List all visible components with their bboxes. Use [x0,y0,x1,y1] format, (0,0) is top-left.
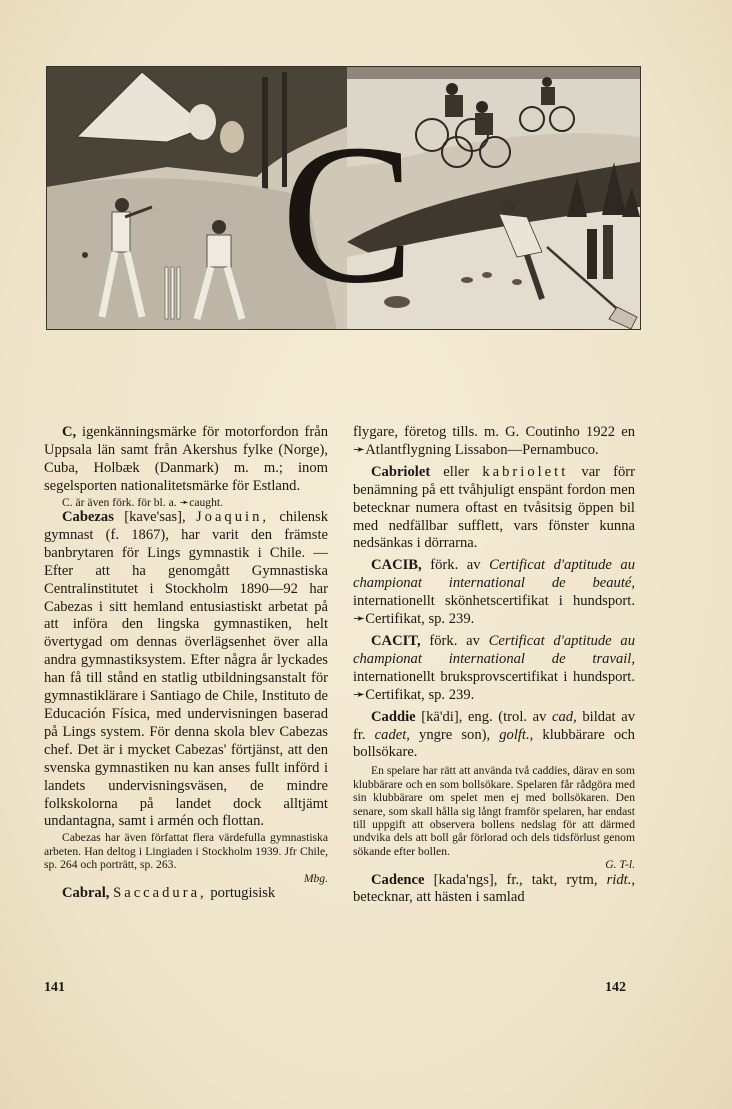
entry-c-note [44,496,328,509]
entry-cabezas-text: chilensk gymnast (f. 1867), har varit den främste banbrytaren för Lings gymnastik i Chile. — Efter att ha genomgått Gymnastiska Centralinstitutet i Stockholm 1890—92 har Cabezas i sitt hemland entusiastiskt arbetat på att införa den lingska gymnastiken, helt övertygad om dennas överlägsenhet över alla andra gymnastiksystem. Efter några år lyckades han få till stånd en statlig utbildningsanstalt för gymnastiklärare i Santiago de Chile, Instituto de Educación Física, med undervisningen baserad på Lings system. För denna skola blev Cabezas chef. Det är i mycket Cabezas' förtjänst, att den svenska gymnastiken nu kan anses fullt införd i landets undervisningsväsen, de mindre folkskolorna på landet dock alltjämt undantagna, samt i armén och flottan. [44,509,329,830]
headword-caddie: Caddie [371,708,416,725]
entry-c [44,424,328,496]
entry-cabezas-note [44,831,328,885]
caddie-yngre: yngre son), [419,726,491,743]
entry-cacit [353,633,635,705]
headword-cabezas: Cabezas [62,509,114,526]
entry-caddie-note-text: En spelare har rätt att använda två caddies, därav en som klubbärare och en som bollsökare. Spelaren får rådgöra med sin klubbärare om spelet men ej med bollsökaren. Den senare, som skall hålla sig långt framför spelaren, har endast till uppgift att observera bollens nedslag för att därmed undvika dels att boll går förlorad och dels tidsförlust genom sökande efter bollen. [353,764,635,858]
headword-cabral: Cabral, [62,884,110,901]
entry-c-note-text: C. är även förk. för bl. a. ➛caught. [62,495,224,509]
entry-cabral [44,885,328,903]
entry-c-text: igenkänningsmärke för motorfordon från Uppsala län samt från Akershus fylke (Norge), Cuba, Holbæk (Danmark) m. m.; inom segelsporten nationalitetsmärke för Estland. [44,424,328,494]
cabezas-pronunciation: [kave'sas], [124,509,186,526]
caddie-cadet: cadet, [374,726,410,743]
caddie-cad: cad, [552,708,577,725]
headword-cadence: Cadence [371,871,425,888]
page-number-right: 142 [605,980,626,995]
entry-cadence [353,872,635,908]
entry-cacib [353,557,635,629]
cacib-prefix: förk. av [430,557,481,574]
headword-c: C, [62,424,77,440]
entry-caddie-text: klubbärare och bollsökare. [353,726,635,761]
entry-cabral-text: portugisisk [210,884,276,901]
right-column [353,424,635,907]
entry-caddie [353,709,635,763]
cadence-pron: [kada'ngs], fr., takt, rytm, [433,871,598,888]
entry-cabezas-signature: Mbg. [303,871,328,885]
entry-cabriolet-text: var förr benämning på ett tvåhjuligt enspänt fordon men betecknar numera oftast en tvåsitsig öppen bil med nedfällbar sufflett, vars fönster kunna nedsänkas i dörrarna. [353,463,635,552]
entry-cabezas [44,509,328,831]
left-column [44,424,328,903]
cabriolet-eller: eller [443,463,470,480]
entry-cabezas-note-text: Cabezas har även författat flera värdefulla gymnastiska arbeten. Han deltog i Lingiaden i Stockholm 1939. Jfr Chile, sp. 264 och porträtt, sp. 263. [44,831,328,872]
cadence-ridt: ridt., [606,871,635,888]
entry-caddie-note [353,764,635,871]
headword-cacit: CACIT, [371,632,421,649]
cabral-name: Saccadura, [113,884,207,901]
caddie-golft: golft., [499,726,534,743]
entry-cacit-text: internationellt bruksprovscertifikat i hundsport. ➛Certifikat, sp. 239. [353,668,635,703]
entry-caddie-signature: G. T-l. [605,858,635,872]
entry-cabriolet [353,464,635,554]
cacit-prefix: förk. av [429,632,480,649]
entry-cadence-text: betecknar, att hästen i samlad [353,889,525,906]
cabezas-firstname: Joaquin, [195,509,270,526]
headword-cacib: CACIB, [371,557,422,574]
entry-cabral-continued: flygare, företog tills. m. G. Coutinho 1922 en ➛Atlantflygning Lissabon—Pernambuco. [353,424,635,458]
cabriolet-variant: kabriolett [482,463,569,480]
headword-cabriolet: Cabriolet [371,463,431,480]
initial-letter-c: C [281,104,415,325]
header-illustration [46,66,641,330]
page-number-left: 141 [44,980,65,995]
caddie-pron: [kä'di], eng. (trol. av [421,708,547,725]
caddie-bildat: bildat av fr. [353,708,635,743]
cacit-expansion: Certificat d'aptitude au championat international de travail, [353,632,636,667]
cacib-expansion: Certificat d'aptitude au championat international de beauté, [353,557,635,592]
entry-cacib-text: internationellt skönhetscertifikat i hundsport. ➛Certifikat, sp. 239. [353,593,635,628]
